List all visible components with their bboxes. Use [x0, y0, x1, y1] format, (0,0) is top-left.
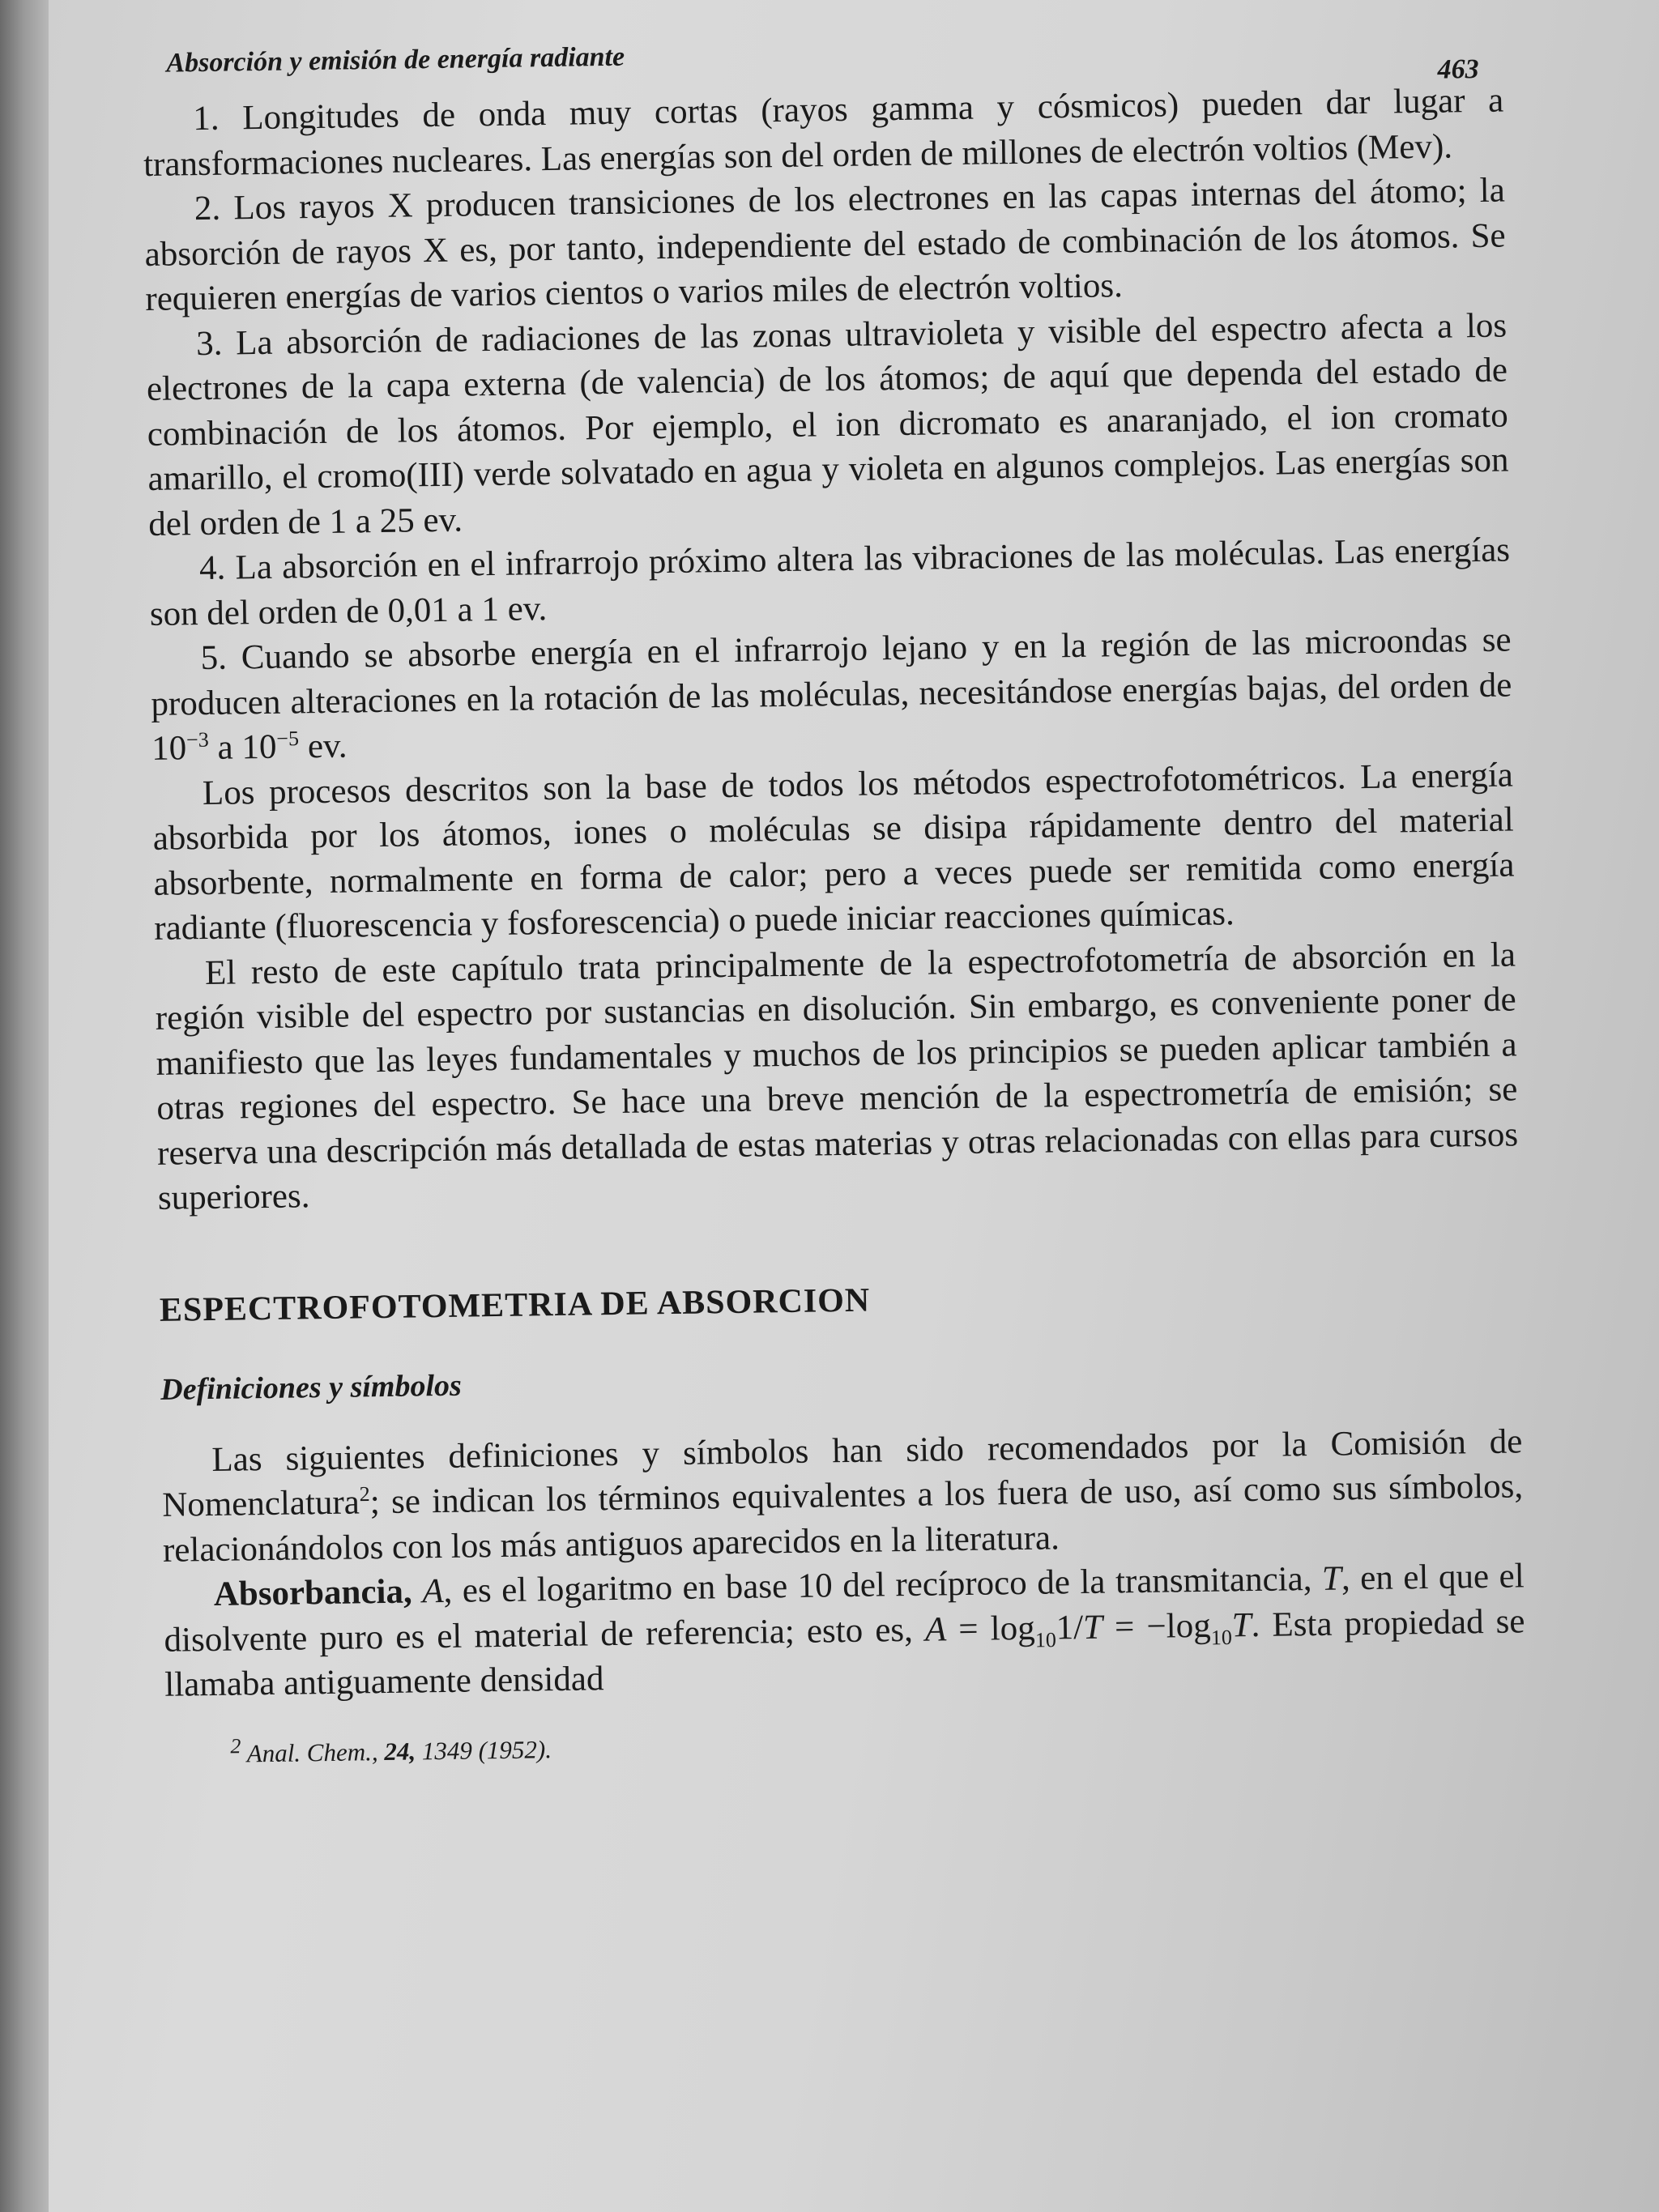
- paragraph-text: ; se indican los términos equivalentes a los fuera de uso, así como sus símbolos, relacionándolos con los más antiguos aparecidos en la literatura.: [162, 1467, 1524, 1570]
- list-item-number: 3.: [195, 324, 223, 363]
- footnote-citation: 1349 (1952).: [421, 1734, 552, 1765]
- list-item-number: 5.: [200, 638, 228, 678]
- equation-symbol: T: [1082, 1608, 1103, 1647]
- list-item-text: La absorción de radiaciones de las zonas ultravioleta y visible del espectro afecta a los electrones de la capa externa (de valencia) de los átomos; de aquí que dependa del estado de combinación de los átomos. Por ejemplo, el ion dicromato es anaranjado, el ion cromato amarillo, el cromo(III) verde solvatado en agua y violeta en algunos complejos. Las energías son del orden de 1 a 25 ev.: [146, 306, 1509, 543]
- equation-text: = log: [945, 1609, 1035, 1648]
- list-item-3: [146, 303, 1510, 547]
- definitions-paragraph: [161, 1419, 1524, 1573]
- footnote-reference: 2: [359, 1481, 370, 1507]
- footnote-volume: 24,: [384, 1736, 416, 1766]
- equation-symbol: A: [924, 1609, 947, 1649]
- running-head-title: Absorción y emisión de energía radiante: [166, 41, 625, 79]
- page-content: [142, 22, 1527, 1770]
- paragraph-text: . Esta propiedad se llamaba antiguamente densidad: [164, 1601, 1525, 1704]
- list-item-text: Longitudes de onda muy cortas (rayos gamma y cósmicos) pueden dar lugar a transformaciones nucleares. Las energías son del orden de millones de electrón voltios (Mev).: [143, 81, 1504, 184]
- equation-symbol: T: [1231, 1605, 1252, 1644]
- list-item-text: Cuando se absorbe energía en el infrarrojo lejano y en la región de las microondas se producen alteraciones en la rotación de las moléculas, necesitándose energías bajas, del orden de 10: [151, 620, 1512, 768]
- list-item-number: 2.: [194, 189, 221, 228]
- body-paragraph: El resto de este capítulo trata principalmente de la espectrofotometría de absorción en la región visible del espectro por sustancias en disolución. Sin embargo, es conveniente poner de manifiesto que las leyes fundamentales y muchos de los principios se pueden aplicar también a otras regiones del espectro. Se hace una breve mención de la espectrometría de emisión; se reserva una descripción más detallada de estas materias y otras relacionadas con ellas para cursos superiores.: [155, 935, 1519, 1217]
- section-heading: ESPECTROFOTOMETRIA DE ABSORCION: [159, 1281, 871, 1329]
- book-page: [49, 0, 1659, 2212]
- list-item-number: 4.: [198, 548, 226, 588]
- list-item-text: Los rayos X producen transiciones de los electrones en las capas internas del átomo; la absorción de rayos X es, por tanto, independiente del estado de combinación de los átomos. Se requieren energías de varios cientos o varios miles de electrón voltios.: [144, 171, 1506, 318]
- subscript: 10: [1034, 1627, 1057, 1652]
- exponent: −5: [276, 727, 300, 751]
- book-gutter: [0, 0, 49, 2212]
- footnote-journal: Anal. Chem.,: [246, 1737, 378, 1767]
- term-absorbancia: Absorbancia,: [213, 1572, 413, 1613]
- paragraph-text: Las siguientes definiciones y símbolos han sido recomendados por la Comisión de Nomenclatura: [161, 1421, 1523, 1524]
- list-item-text: La absorción en el infrarrojo próximo altera las vibraciones de las moléculas. Las energías son del orden de 0,01 a 1 ev.: [149, 531, 1511, 633]
- symbol: A: [421, 1571, 444, 1611]
- list-item-number: 1.: [193, 99, 220, 139]
- paragraph-text: , es el logaritmo en base 10 del recíproco de la transmitancia,: [443, 1559, 1323, 1610]
- list-item-5: [150, 617, 1512, 771]
- list-item-text: a 10: [208, 727, 277, 767]
- list-item-text: ev.: [298, 727, 348, 766]
- footnote: [165, 1721, 1526, 1769]
- equation-text: = −log: [1102, 1606, 1211, 1647]
- subsection-heading: Definiciones y símbolos: [160, 1368, 463, 1407]
- list-item-2: [144, 168, 1507, 322]
- page-number: 463: [1437, 53, 1479, 85]
- subscript: 10: [1210, 1625, 1233, 1649]
- symbol: T: [1321, 1559, 1342, 1598]
- body-paragraph: Los procesos descritos son la base de todos los métodos espectrofotométricos. La energía absorbida por los átomos, iones o moléculas se disipa rápidamente dentro del material absorbente, normalmente en forma de calor; pero a veces puede ser remitida como energía radiante (fluorescencia y fosforescencia) o puede iniciar reacciones químicas.: [152, 755, 1515, 948]
- exponent: −3: [186, 727, 209, 752]
- absorbancia-definition: [163, 1554, 1525, 1707]
- footnote-mark: 2: [230, 1733, 241, 1758]
- equation-text: 1/: [1056, 1608, 1084, 1647]
- paragraph-text: , en el que el disolvente puro es el material de referencia; esto es,: [164, 1557, 1525, 1660]
